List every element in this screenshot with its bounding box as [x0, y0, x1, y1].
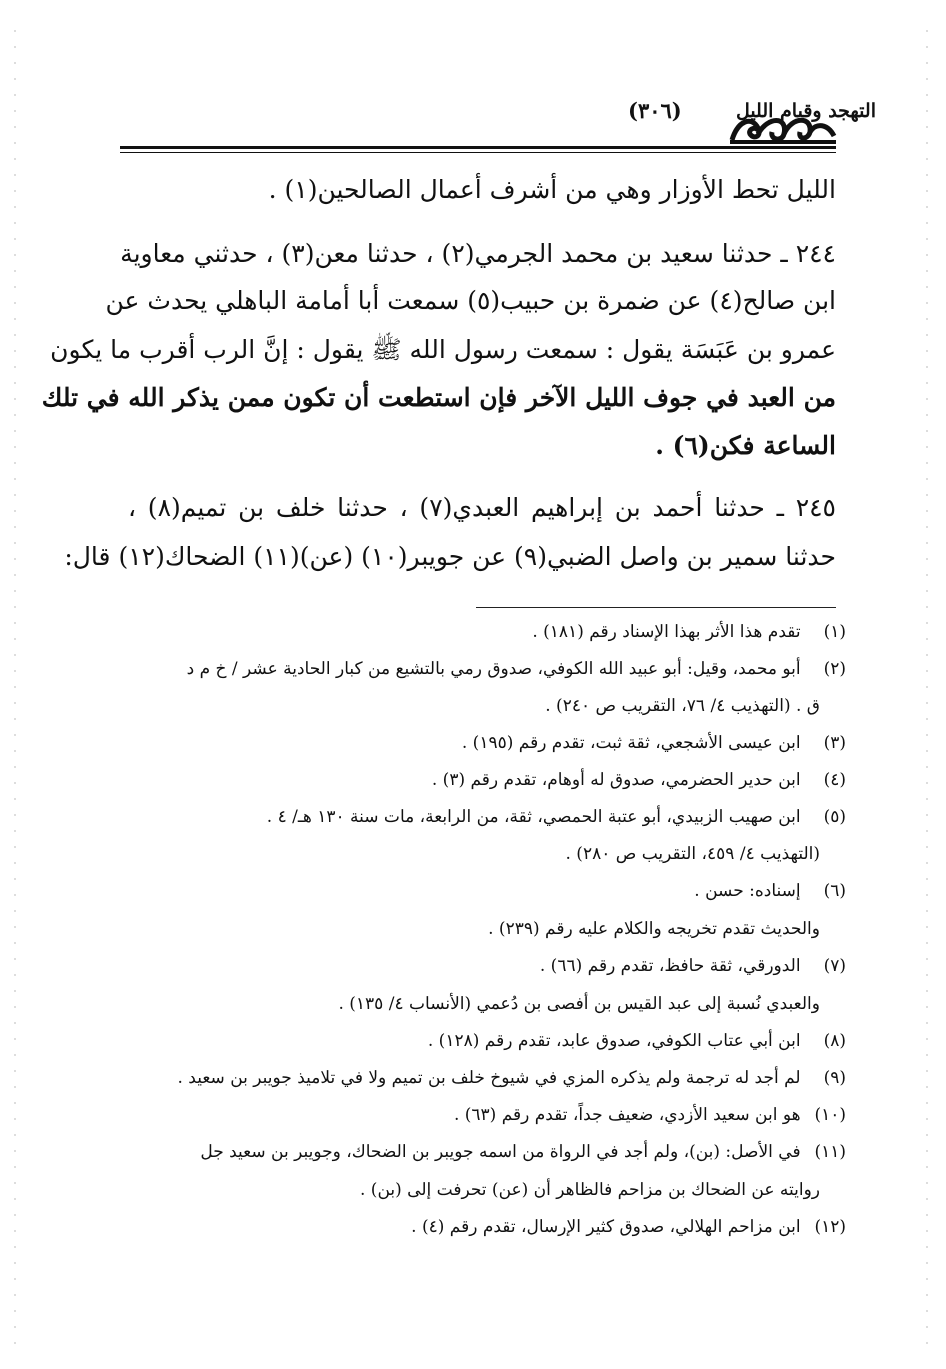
footnote-1: (١) تقدم هذا الأثر بهذا الإسناد رقم (١٨١) .: [532, 622, 846, 642]
header-rule-thick: [120, 146, 836, 149]
header-ornament: [728, 110, 838, 148]
footnote-10: (١٠) هو ابن سعيد الأزدي، ضعيف جداً، تقدم رقم (٦٣) .: [453, 1105, 846, 1125]
footnote-12: (١٢) ابن مزاحم الهلالي، صدوق كثير الإرسال، تقدم رقم (٤) .: [411, 1217, 846, 1237]
footnote-4: (٤) ابن حدير الحضرمي، صدوق له أوهام، تقدم رقم (٣) .: [431, 770, 846, 790]
footnote-separator: [476, 607, 836, 608]
footnote-11: (١١) في الأصل: (بن)، ولم أجد في الرواة من اسمه جويبر بن الضحاك، وجويبر بن سعيد جل: [200, 1142, 846, 1162]
header-rule-thin: [120, 152, 836, 153]
footnote-7: (٧) الدورقي، ثقة حافظ، تقدم رقم (٦٦) .: [539, 956, 846, 976]
footnote-6: (٦) إسناده: حسن .: [694, 881, 846, 901]
footnote-3: (٣) ابن عيسى الأشجعي، ثقة ثبت، تقدم رقم (١٩٥) .: [461, 733, 846, 753]
page-number: (٣٠٦): [628, 98, 682, 123]
footnote-11-cont: روايته عن الضحاك بن مزاحم فالظاهر أن (عن) تحرفت إلى (بن) .: [360, 1180, 820, 1200]
body-line-4: عمرو بن عَبَسَة يقول : سمعت رسول الله ﷺ يقول : إنَّ الرب أقرب ما يكون: [50, 335, 836, 364]
body-line-1: الليل تحط الأوزار وهي من أشرف أعمال الصالحين(١) .: [268, 175, 836, 204]
left-scan-margin: [14, 30, 16, 1350]
body-line-5: من العبد في جوف الليل الآخر فإن استطعت أن تكون ممن يذكر الله في تلك: [41, 383, 836, 412]
body-line-7: ٢٤٥ ـ حدثنا أحمد بن إبراهيم العبدي(٧) ، حدثنا خلف بن تميم(٨) ،: [128, 493, 836, 522]
footnote-5: (٥) ابن صهيب الزبيدي، أبو عتبة الحمصي، ثقة، من الرابعة، مات سنة ١٣٠ هـ/ ٤ .: [266, 807, 846, 827]
footnote-2-cont: ق . (التهذيب ٤/ ٧٦، التقريب ص ٢٤٠) .: [545, 696, 820, 716]
body-line-8: حدثنا سمير بن واصل الضبي(٩) عن جويبر(١٠) (عن)(١١) الضحاك(١٢) قال:: [64, 542, 836, 571]
body-line-3: ابن صالح(٤) عن ضمرة بن حبيب(٥) سمعت أبا أمامة الباهلي يحدث عن: [105, 286, 836, 315]
footnote-2: (٢) أبو محمد، وقيل: أبو عبيد الله الكوفي، صدوق رمي بالتشيع من كبار الحادية عشر / خ م د: [186, 659, 846, 679]
body-line-6: الساعة فكن(٦) .: [655, 431, 836, 460]
right-scan-margin: [926, 30, 928, 1350]
body-line-2: ٢٤٤ ـ حدثنا سعيد بن محمد الجرمي(٢) ، حدثنا معن(٣) ، حدثني معاوية: [120, 239, 836, 268]
footnote-5-cont: (التهذيب ٤/ ٤٥٩، التقريب ص ٢٨٠) .: [565, 844, 820, 864]
footnote-6-cont: والحديث تقدم تخريجه والكلام عليه رقم (٢٣٩) .: [488, 919, 820, 939]
footnote-7-cont: والعبدي نُسبة إلى عبد القيس بن أفصى بن دُعمي (الأنساب ٤/ ١٣٥) .: [338, 994, 820, 1014]
footnote-9: (٩) لم أجد له ترجمة ولم يذكره المزي في شيوخ خلف بن تميم ولا في تلاميذ جويبر بن سعيد .: [177, 1068, 846, 1088]
footnote-8: (٨) ابن أبي عتاب الكوفي، صدوق عابد، تقدم رقم (١٢٨) .: [427, 1031, 846, 1051]
running-header-title: التهجد وقيام الليل: [735, 100, 876, 122]
